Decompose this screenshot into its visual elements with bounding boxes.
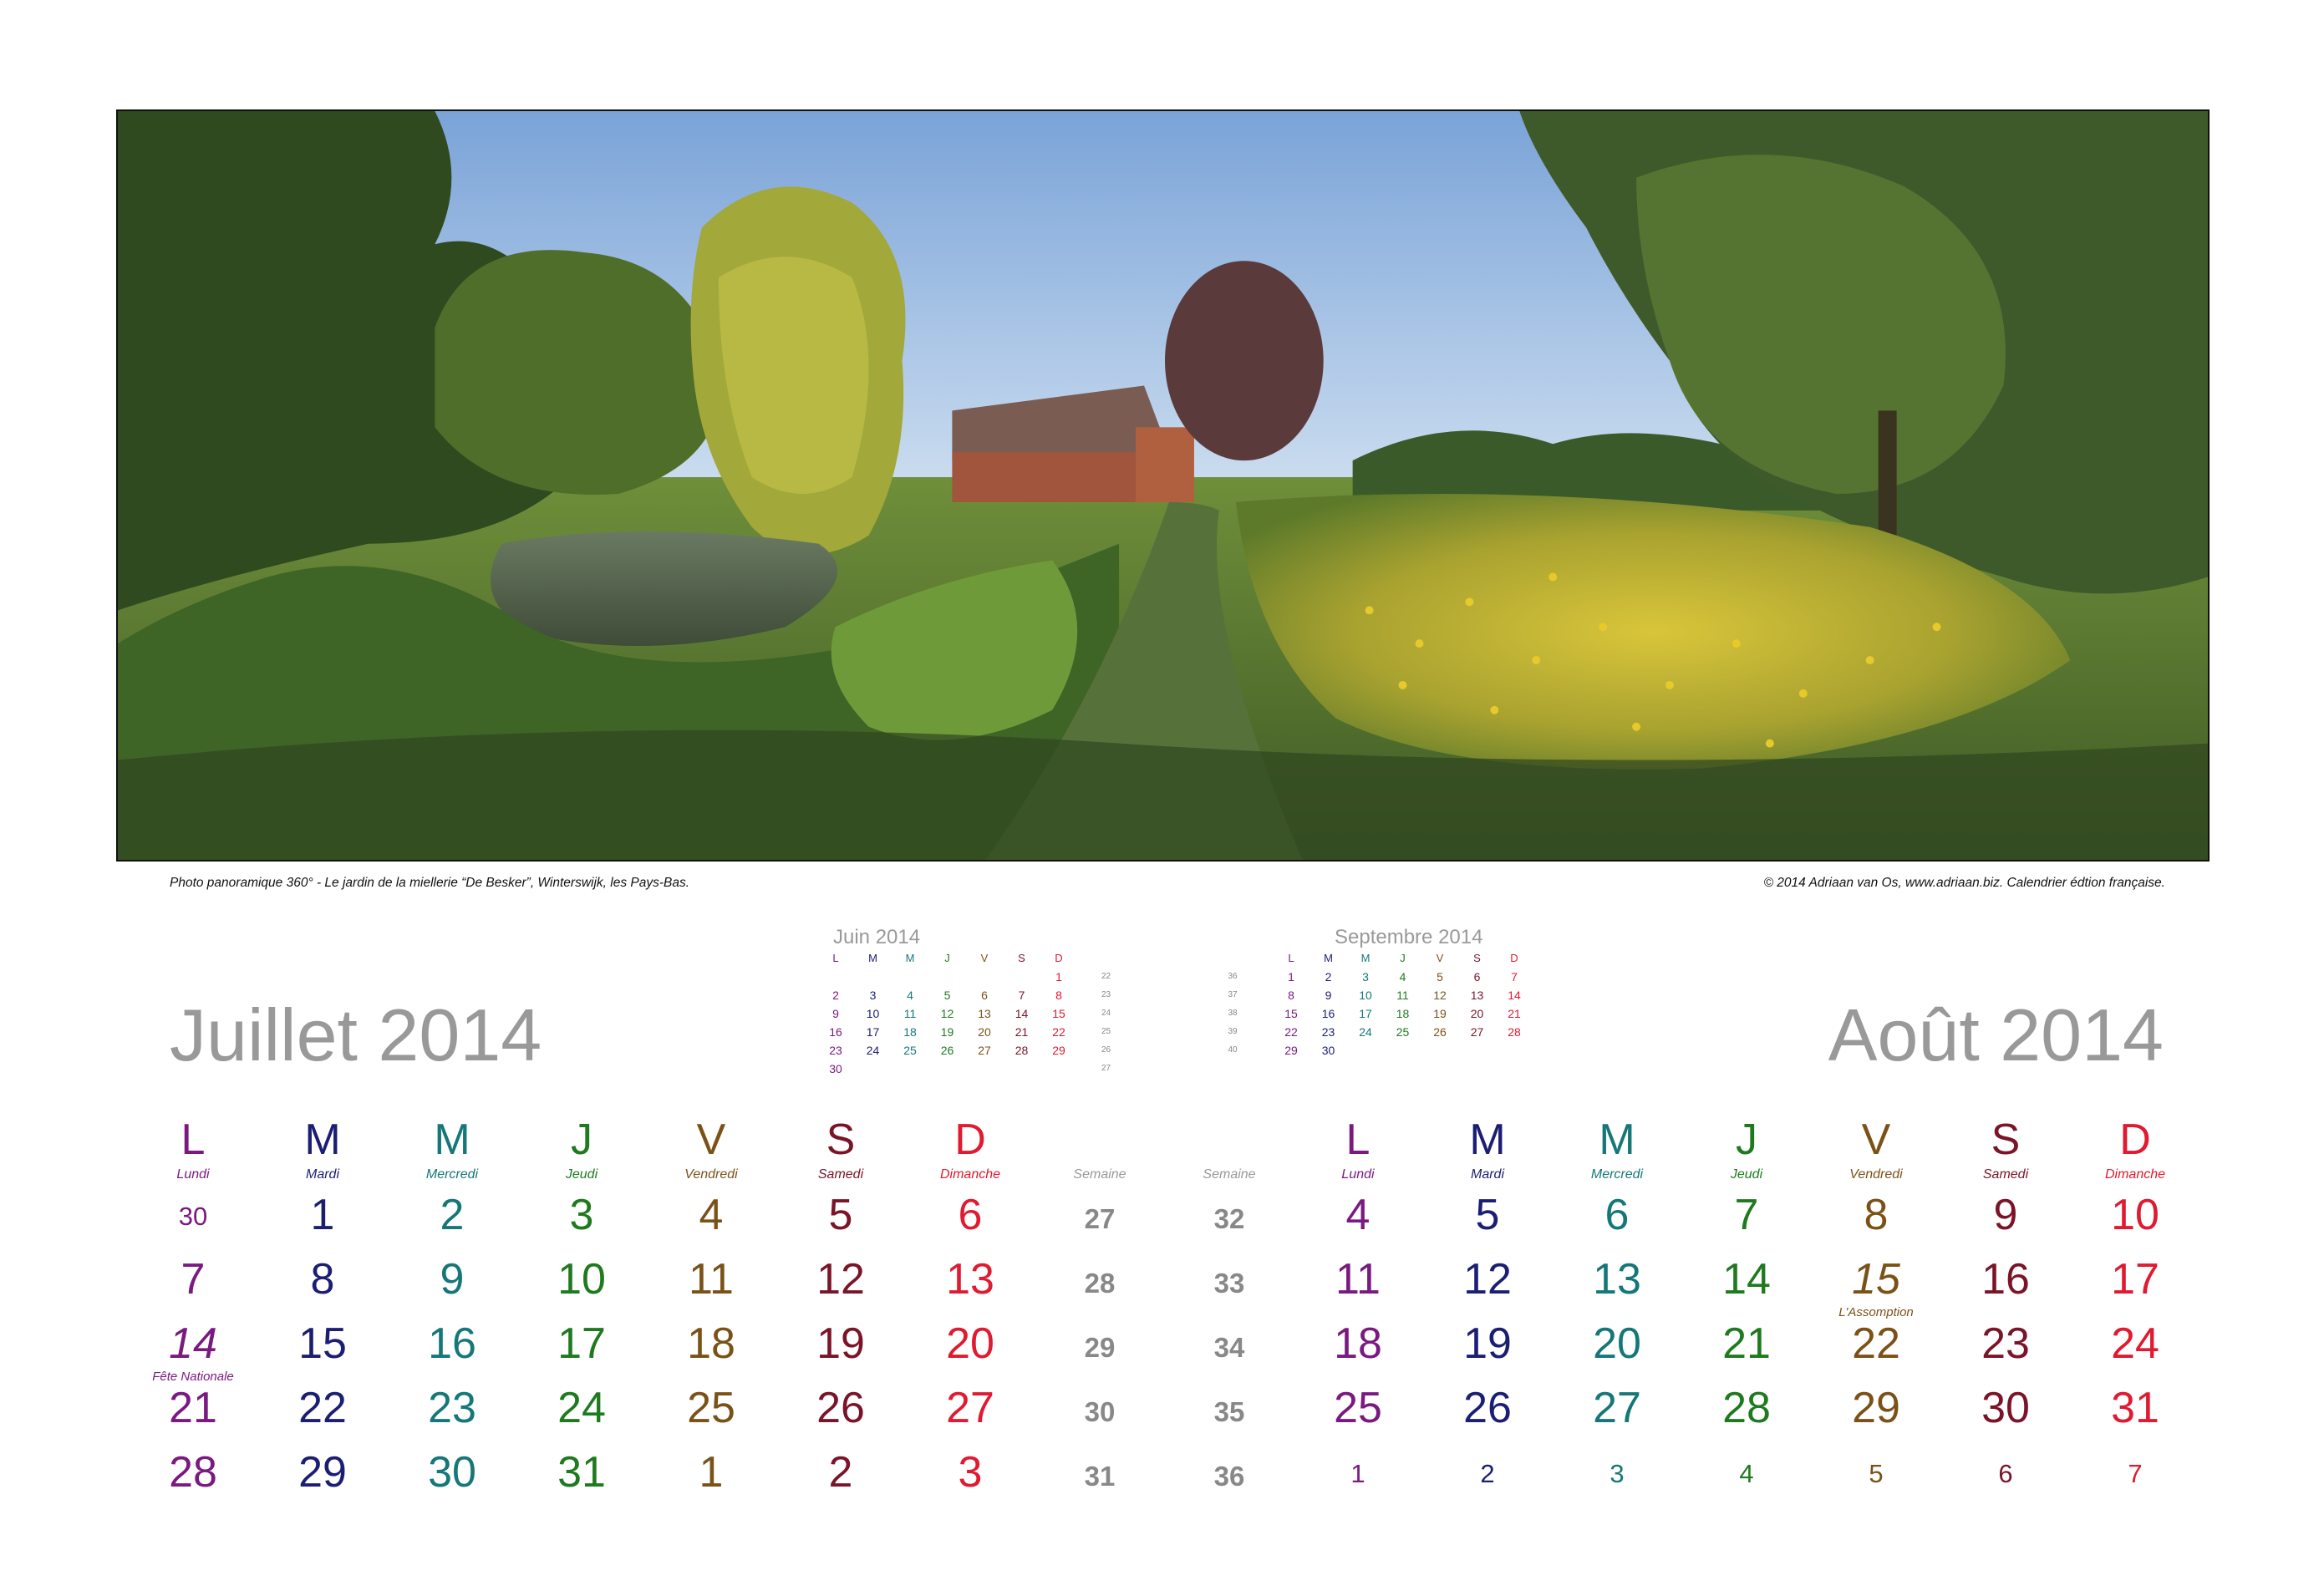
day-cell: 14	[169, 1319, 217, 1368]
day-cell: 24	[557, 1384, 606, 1432]
mini-week-row	[823, 1060, 1111, 1078]
mini-day: 1	[1288, 970, 1294, 984]
mini-week-number: 26	[1101, 1045, 1111, 1055]
mini-weekday-letter: M	[868, 952, 877, 964]
weekday-header-july: L	[181, 1116, 206, 1164]
week-number-header: Semaine	[1073, 1167, 1126, 1182]
weekday-name-july: Samedi	[817, 1167, 864, 1182]
day-cell: 11	[689, 1255, 734, 1304]
day-cell: 2	[1480, 1459, 1495, 1488]
day-cell: 17	[557, 1319, 606, 1368]
weekday-header-august: J	[1736, 1116, 1757, 1164]
day-cell: 8	[310, 1255, 335, 1304]
day-cell: 29	[1852, 1384, 1900, 1432]
holiday-label: L'Assomption	[1838, 1305, 1914, 1319]
weekday-name-august: Mercredi	[1590, 1167, 1644, 1182]
weekday-header-july: V	[696, 1116, 726, 1164]
mini-day: 3	[869, 989, 877, 1002]
day-cell: 12	[1463, 1255, 1512, 1304]
july-title: Juillet 2014	[170, 994, 542, 1076]
day-cell: 25	[687, 1384, 735, 1432]
mini-day: 14	[1015, 1007, 1029, 1020]
weekday-name-july: Jeudi	[565, 1167, 598, 1182]
mini-day: 9	[1325, 989, 1332, 1002]
mini-weekday-letter: M	[1360, 952, 1370, 964]
mini-day: 22	[1284, 1025, 1298, 1039]
week-number: 29	[1084, 1332, 1116, 1363]
mini-day: 19	[1433, 1007, 1447, 1020]
day-cell: 25	[1334, 1384, 1382, 1432]
day-cell: 14	[1722, 1255, 1771, 1304]
mini-weekday-letter: J	[944, 952, 950, 964]
mini-day: 16	[1321, 1007, 1335, 1020]
week-number: 30	[1084, 1396, 1116, 1427]
copyright-notice: © 2014 Adriaan van Os, www.adriaan.biz. Calendrier édtion française.	[1763, 876, 2165, 890]
mini-week-number: 37	[1228, 990, 1238, 999]
day-cell: 23	[1981, 1319, 2030, 1368]
day-cell: 19	[1463, 1319, 1512, 1368]
mini-weekday-letter: S	[1473, 952, 1481, 964]
week-number: 27	[1084, 1203, 1116, 1234]
day-cell: 12	[816, 1255, 865, 1304]
mini-week-number: 22	[1101, 972, 1111, 981]
day-cell: 20	[946, 1319, 994, 1368]
mini-day: 19	[940, 1025, 954, 1039]
mini-day: 23	[829, 1044, 842, 1057]
mini-day: 20	[978, 1025, 991, 1039]
mini-week-number: 39	[1228, 1027, 1238, 1036]
mini-day: 17	[866, 1025, 880, 1039]
mini-week-number: 38	[1228, 1009, 1238, 1018]
week-number: 32	[1213, 1203, 1245, 1234]
mini-day: 1	[1055, 970, 1062, 984]
mini-calendar-june	[823, 926, 1111, 1078]
mini-week-number: 23	[1101, 990, 1111, 999]
day-cell: 10	[557, 1255, 606, 1304]
mini-day: 15	[1052, 1007, 1065, 1020]
mini-week-row	[1220, 986, 1521, 1004]
day-cell: 2	[828, 1448, 853, 1497]
day-cell: 9	[440, 1255, 465, 1304]
mini-day: 10	[1359, 989, 1372, 1002]
day-cell: 1	[310, 1191, 335, 1239]
mini-day: 13	[1470, 989, 1484, 1002]
day-cell: 4	[1739, 1459, 1754, 1488]
day-cell: 7	[181, 1255, 206, 1304]
day-cell: 19	[816, 1319, 865, 1368]
mini-weekday-letter: D	[1055, 952, 1063, 964]
weekday-name-july: Vendredi	[684, 1167, 738, 1182]
mini-weekday-letter: S	[1018, 952, 1025, 964]
mini-day: 27	[978, 1044, 991, 1057]
day-cell: 17	[2111, 1255, 2159, 1304]
mini-day: 4	[1399, 970, 1406, 984]
day-cell: 27	[946, 1384, 994, 1432]
weekday-header-august: M	[1599, 1116, 1635, 1164]
mini-week-row	[823, 1023, 1111, 1041]
day-cell: 1	[1350, 1459, 1365, 1488]
day-cell: 9	[1993, 1191, 2018, 1239]
day-cell: 6	[958, 1191, 983, 1239]
weekday-name-july: Mardi	[305, 1167, 339, 1182]
day-cell: 21	[169, 1384, 217, 1432]
day-cell: 10	[2111, 1191, 2159, 1239]
day-cell: 2	[440, 1191, 465, 1239]
day-cell: 21	[1722, 1319, 1771, 1368]
mini-day: 8	[1055, 989, 1062, 1002]
day-cell: 7	[1734, 1191, 1759, 1239]
mini-day: 12	[940, 1007, 954, 1020]
weekday-name-august: Jeudi	[1730, 1167, 1763, 1182]
mini-day: 23	[1321, 1025, 1335, 1039]
weekday-header-august: V	[1861, 1116, 1891, 1164]
day-cell: 28	[1722, 1384, 1771, 1432]
day-cell: 11	[1335, 1255, 1381, 1304]
week-number: 28	[1084, 1268, 1116, 1299]
weekday-header-july: M	[304, 1116, 341, 1164]
mini-calendar-september	[1220, 926, 1521, 1060]
mini-weekday-row	[1220, 949, 1518, 968]
day-cell: 3	[1610, 1459, 1625, 1488]
mini-day: 11	[1396, 989, 1409, 1002]
mini-week-number: 25	[1101, 1027, 1111, 1036]
day-cell: 30	[1981, 1384, 2030, 1432]
weekday-header-july: D	[954, 1116, 986, 1164]
mini-weekday-letter: L	[832, 952, 839, 964]
weekday-header-august: L	[1345, 1116, 1370, 1164]
weekday-header-august: D	[2119, 1116, 2151, 1164]
week-number-header: Semaine	[1203, 1167, 1256, 1182]
mini-day: 29	[1052, 1044, 1065, 1057]
day-cell: 16	[1981, 1255, 2030, 1304]
mini-day: 10	[866, 1007, 880, 1020]
mini-day: 21	[1508, 1007, 1521, 1020]
weekday-name-july: Dimanche	[939, 1167, 1001, 1182]
day-cell: 27	[1593, 1384, 1641, 1432]
mini-weekday-letter: V	[980, 952, 989, 964]
mini-week-number: 40	[1228, 1045, 1238, 1055]
mini-day: 25	[1396, 1025, 1410, 1039]
mini-week-row	[823, 1041, 1111, 1060]
mini-day: 14	[1508, 989, 1521, 1002]
weekday-name-july: Lundi	[176, 1167, 210, 1182]
day-cell: 13	[1593, 1255, 1641, 1304]
mini-weekday-letter: L	[1288, 952, 1294, 964]
mini-day: 28	[1015, 1044, 1029, 1057]
mini-day: 16	[829, 1025, 842, 1039]
mini-day: 25	[903, 1044, 917, 1057]
mini-day: 9	[832, 1007, 839, 1020]
day-cell: 3	[569, 1191, 594, 1239]
day-cell: 6	[1604, 1191, 1630, 1239]
weekday-header-august: S	[1991, 1116, 2021, 1164]
day-cell: 16	[428, 1319, 476, 1368]
mini-day: 13	[978, 1007, 991, 1020]
mini-day: 7	[1018, 989, 1025, 1002]
day-cell: 28	[169, 1448, 217, 1497]
mini-day: 15	[1284, 1007, 1298, 1020]
day-cell: 4	[699, 1191, 724, 1239]
mini-week-row	[823, 1004, 1111, 1023]
weekday-header-july: M	[434, 1116, 470, 1164]
weekday-name-july: Mercredi	[425, 1167, 479, 1182]
mini-day: 27	[1470, 1025, 1484, 1039]
day-cell: 18	[687, 1319, 735, 1368]
mini-week-number: 36	[1228, 972, 1238, 981]
weekday-name-august: Samedi	[1982, 1167, 2029, 1182]
day-cell: 26	[1463, 1384, 1512, 1432]
weekday-name-august: Lundi	[1341, 1167, 1375, 1182]
mini-day: 21	[1015, 1025, 1029, 1039]
week-number: 35	[1213, 1396, 1245, 1427]
day-cell: 23	[428, 1384, 476, 1432]
mini-day: 29	[1284, 1044, 1298, 1057]
day-cell: 6	[1998, 1459, 2013, 1488]
day-cell: 26	[816, 1384, 865, 1432]
mini-day: 2	[1325, 970, 1332, 984]
mini-day: 7	[1511, 970, 1518, 984]
mini-day: 8	[1288, 989, 1294, 1002]
mini-day: 20	[1470, 1007, 1484, 1020]
day-cell: 5	[1869, 1459, 1884, 1488]
mini-week-row	[823, 968, 1111, 986]
day-cell: 30	[178, 1202, 208, 1231]
mini-week-number: 27	[1101, 1064, 1111, 1073]
day-cell: 5	[1475, 1191, 1500, 1239]
mini-day: 26	[1433, 1025, 1447, 1039]
mini-weekday-letter: M	[1324, 952, 1333, 964]
mini-week-row	[1220, 1041, 1504, 1060]
day-cell: 24	[2111, 1319, 2159, 1368]
mini-day: 6	[981, 989, 988, 1002]
august-title: Août 2014	[1828, 994, 2164, 1076]
week-number: 34	[1213, 1332, 1245, 1363]
mini-day: 18	[903, 1025, 917, 1039]
day-cell: 29	[298, 1448, 347, 1497]
mini-day: 2	[832, 989, 839, 1002]
mini-weekday-letter: V	[1436, 952, 1444, 964]
mini-day: 30	[1321, 1044, 1335, 1057]
mini-day: 26	[940, 1044, 954, 1057]
mini-week-row	[1220, 1004, 1521, 1023]
panoramic-photo	[116, 109, 2210, 862]
day-cell: 20	[1593, 1319, 1641, 1368]
mini-day: 5	[1437, 970, 1443, 984]
mini-day: 5	[943, 989, 951, 1002]
mini-day: 28	[1508, 1025, 1521, 1039]
mini-week-row	[1220, 968, 1518, 986]
mini-day: 3	[1362, 970, 1369, 984]
mini-day: 24	[866, 1044, 880, 1057]
weekday-header-july: J	[571, 1116, 592, 1164]
day-cell: 22	[1852, 1319, 1900, 1368]
day-cell: 13	[946, 1255, 994, 1304]
mini-weekday-letter: M	[905, 952, 915, 964]
mini-day: 6	[1473, 970, 1481, 984]
weekday-header-july: S	[826, 1116, 856, 1164]
day-cell: 5	[828, 1191, 853, 1239]
mini-day: 11	[903, 1007, 917, 1020]
mini-day: 4	[907, 989, 913, 1002]
day-cell: 18	[1334, 1319, 1382, 1368]
mini-calendar-title: Septembre 2014	[1335, 926, 1483, 948]
week-number: 33	[1213, 1268, 1245, 1299]
day-cell: 4	[1345, 1191, 1370, 1239]
mini-weekday-row	[823, 949, 1107, 968]
day-cell: 8	[1864, 1191, 1889, 1239]
mini-week-row	[1220, 1023, 1521, 1041]
day-cell: 22	[298, 1384, 347, 1432]
weekday-name-august: Dimanche	[2104, 1167, 2166, 1182]
mini-day: 22	[1052, 1025, 1065, 1039]
day-cell: 1	[699, 1448, 724, 1497]
mini-day: 17	[1359, 1007, 1372, 1020]
mini-week-number: 24	[1101, 1009, 1111, 1018]
mini-day: 24	[1359, 1025, 1372, 1039]
day-cell: 31	[2111, 1384, 2159, 1432]
day-cell: 30	[428, 1448, 476, 1497]
mini-calendar-title: Juin 2014	[833, 926, 921, 948]
mini-day: 18	[1396, 1007, 1410, 1020]
mini-weekday-letter: J	[1400, 952, 1406, 964]
mini-week-row	[823, 986, 1111, 1004]
mini-weekday-letter: D	[1510, 952, 1518, 964]
mini-day: 30	[829, 1062, 842, 1075]
garden-panorama-image	[118, 111, 2208, 860]
holiday-label: Fête Nationale	[152, 1370, 234, 1384]
day-cell: 3	[958, 1448, 983, 1497]
week-number: 31	[1084, 1461, 1116, 1492]
weekday-name-august: Vendredi	[1849, 1167, 1903, 1182]
day-cell: 7	[2128, 1459, 2143, 1488]
day-cell: 15	[1852, 1255, 1900, 1304]
week-number: 36	[1213, 1461, 1245, 1492]
day-cell: 15	[298, 1319, 347, 1368]
weekday-name-august: Mardi	[1470, 1167, 1504, 1182]
mini-day: 12	[1433, 989, 1447, 1002]
weekday-header-august: M	[1469, 1116, 1506, 1164]
photo-caption: Photo panoramique 360° - Le jardin de la miellerie “De Besker”, Winterswijk, les Pays-Bas.	[170, 876, 690, 890]
day-cell: 31	[557, 1448, 606, 1497]
